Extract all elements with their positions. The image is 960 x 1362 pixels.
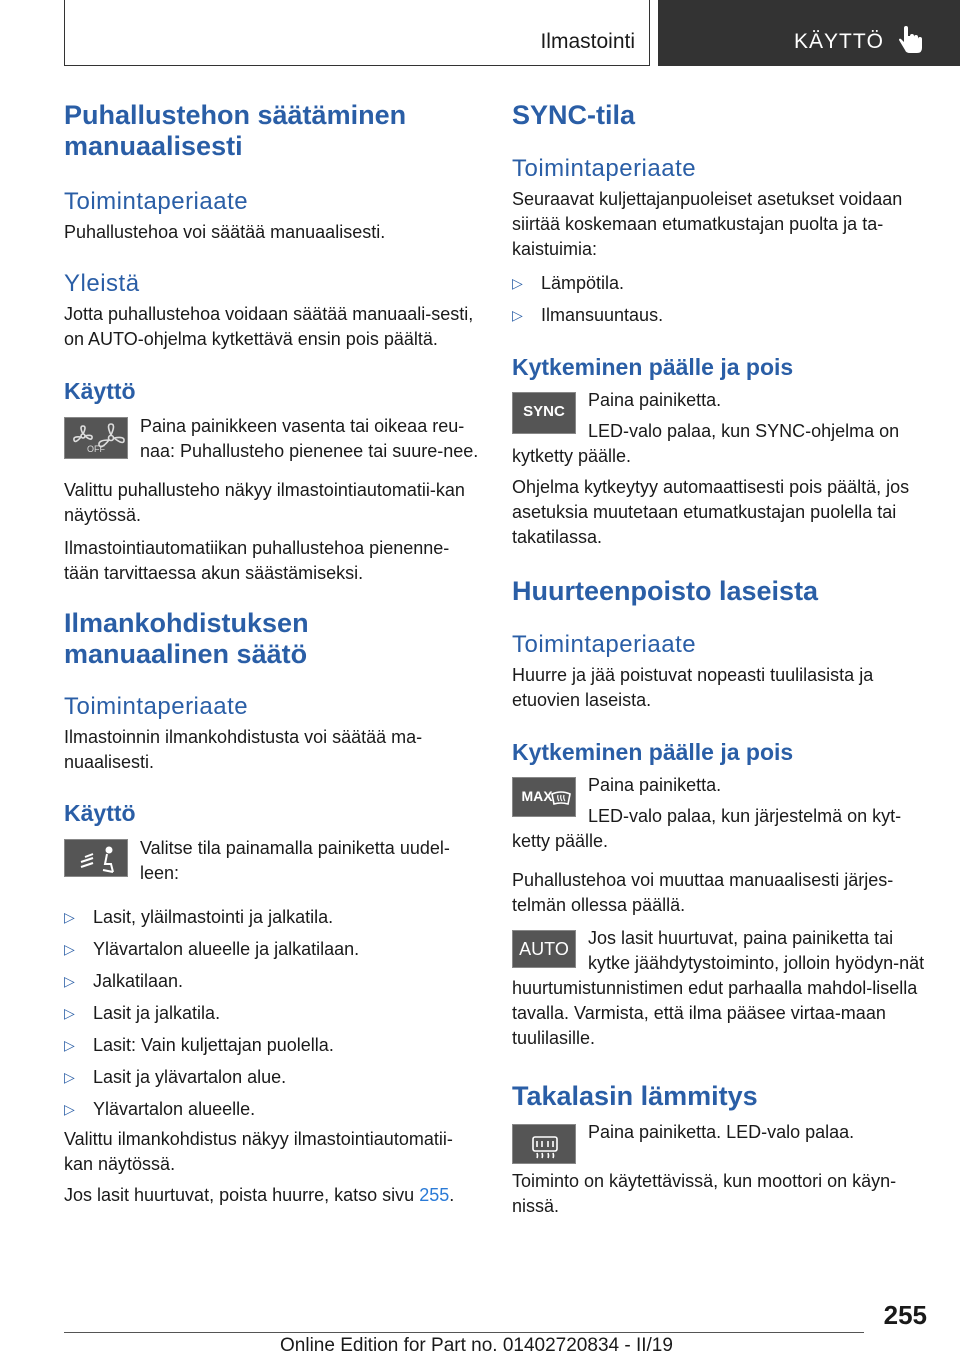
text-auto: Jos lasit huurtuvat, paina painiketta tai kytke jäähdytystoiminto, jolloin hyödyn-nät huurtumistunnistimen edut parhaalla mahdol-lisella tavalla. Varmista, että ilma pääsee virtaa-maan tuulilasille. [512,928,925,1048]
sync-button-label: SYNC [523,403,565,420]
text-general: Jotta puhallustehoa voidaan säätää manuaali-sesti, on AUTO-ohjelma kytkettävä ensin pois päältä. [64,304,474,349]
sync-item-list [512,271,930,328]
footer-edition: Online Edition for Part no. 01402720834 - II/19 [280,1335,673,1356]
text-air-display: Valittu ilmankohdistus näkyy ilmastointiautomatii-kan näytössä. [64,1129,453,1174]
header-chapter-title: KÄYTTÖ [794,30,885,53]
list-item: ▷ Lasit: Vain kuljettajan puolella. [64,1033,479,1058]
list-item: ▷ Lämpötila. [512,271,930,296]
list-item: ▷ Ylävartalon alueelle. [64,1097,479,1122]
windshield-defrost-icon [551,790,571,806]
heading-general: Yleistä [64,270,140,297]
list-item: ▷ Jalkatilaan. [64,969,479,994]
heading-rear-heat: Takalasin lämmitys [512,1081,758,1111]
heading-sync: SYNC-tila [512,100,636,130]
text-fan-change: Puhallustehoa voi muuttaa manuaalisesti järjes-telmän ollessa päällä. [512,870,894,915]
triangle-bullet-icon: ▷ [64,1005,75,1021]
header-chapter-box [658,0,960,66]
list-item: ▷ Lasit ja jalkatila. [64,1001,479,1026]
heading-principle-1: Toimintaperiaate [64,188,249,215]
triangle-bullet-icon: ▷ [512,307,523,323]
text-principle-4: Huurre ja jää poistuvat nopeasti tuulilasista ja etuovien laseista. [512,665,874,710]
heading-principle-2: Toimintaperiaate [64,693,249,720]
text-principle-2: Ilmastoinnin ilmankohdistusta voi säätää ma-nuaalisesti. [64,727,423,772]
max-button-label: MAX [521,788,553,804]
fan-button-row [64,414,479,464]
header-section-box [64,0,650,66]
heading-air-distribution: Ilmankohdistuksen manuaalinen säätö [64,608,309,669]
auto-button-label: AUTO [519,939,569,959]
rear-defrost-button-image [512,1124,576,1164]
rear-window-heat-icon [513,1125,577,1165]
auto-button-row [512,926,930,1051]
triangle-bullet-icon: ▷ [64,973,75,989]
fan-button-off-label: OFF [87,444,105,454]
heading-use-1: Käyttö [64,378,136,404]
heading-use-2: Käyttö [64,800,136,826]
heading-defrost: Huurteenpoisto laseista [512,576,819,606]
text-led-1: LED-valo palaa, kun SYNC-ohjelma on kytketty päälle. [512,421,900,466]
text-rear-avail: Toiminto on käytettävissä, kun moottori on käyn-nissä. [512,1171,897,1216]
air-distribution-icon [65,840,129,878]
heading-fan-manual: Puhallustehon säätäminen manuaalisesti [64,100,407,161]
text-use-2: Valitse tila painamalla painiketta uudel-leen: [140,838,450,883]
right-column [512,100,930,1219]
text-principle-3: Seuraavat kuljettajanpuoleiset asetukset voidaan siirtää koskemaan etumatkustajan puolta ja ta-kaistuimia: [512,189,903,259]
air-button-image [64,839,128,877]
text-principle-1: Puhallustehoa voi säätää manuaalisesti. [64,222,386,242]
list-item: ▷ Lasit ja ylävartalon alue. [64,1065,479,1090]
triangle-bullet-icon: ▷ [64,909,75,925]
rear-button-row [512,1120,930,1145]
text-press-2: Paina painiketta. [588,775,722,795]
air-button-row [64,836,479,886]
text-fog-reference: Jos lasit huurtuvat, poista huurre, katso sivu 255. [64,1185,455,1205]
triangle-bullet-icon: ▷ [64,941,75,957]
heading-on-off-1: Kytkeminen päälle ja pois [512,354,794,380]
sync-button-image [512,392,576,434]
page-number: 255 [883,1300,927,1330]
list-item: ▷ Lasit, yläilmastointi ja jalkatila. [64,905,479,930]
text-fan-reduce: Ilmastointiautomatiikan puhallustehoa pienenne-tään tarvittaessa akun säästämiseksi. [64,538,450,583]
footer-divider [64,1332,864,1333]
list-item: ▷ Ylävartalon alueelle ja jalkatilaan. [64,937,479,962]
text-fan-display: Valittu puhallusteho näkyy ilmastointiautomatii-kan näytössä. [64,480,465,525]
text-sync-auto: Ohjelma kytkeytyy automaattisesti pois päältä, jos asetuksia muutetaan etumatkustajan puolella tai takatilassa. [512,477,910,547]
sync-button-row [512,388,930,469]
max-button-row [512,773,930,854]
max-defrost-button-image [512,777,576,817]
auto-button-image [512,930,576,968]
heading-on-off-2: Kytkeminen päälle ja pois [512,739,794,765]
triangle-bullet-icon: ▷ [64,1069,75,1085]
triangle-bullet-icon: ▷ [64,1101,75,1117]
text-led-2: LED-valo palaa, kun järjestelmä on kyt-ketty päälle. [512,806,902,851]
list-item: ▷ Ilmansuuntaus. [512,303,930,328]
fan-button-image [64,417,128,459]
heading-principle-3: Toimintaperiaate [512,155,697,182]
header-section-title: Ilmastointi [540,30,635,53]
heading-principle-4: Toimintaperiaate [512,631,697,658]
text-press-1: Paina painiketta. [588,390,722,410]
page-link-255[interactable]: 255 [419,1185,450,1205]
hand-pointer-icon [898,26,924,54]
text-use-1: Paina painikkeen vasenta tai oikeaa reu-naa: Puhallusteho pienenee tai suure-nee. [140,416,479,461]
triangle-bullet-icon: ▷ [512,275,523,291]
text-rear-press: Paina painiketta. LED-valo palaa. [588,1122,855,1142]
air-mode-list [64,905,479,1122]
triangle-bullet-icon: ▷ [64,1037,75,1053]
fan-icon [65,418,129,460]
left-column [64,100,479,1208]
